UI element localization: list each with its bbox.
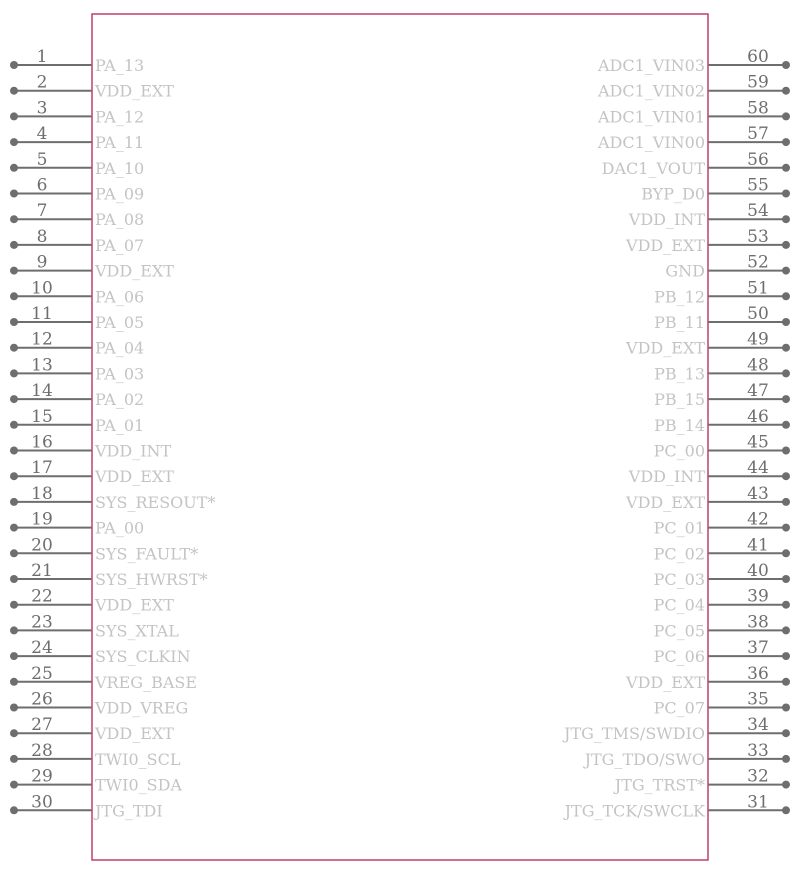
pin-60: [597, 47, 790, 75]
pin-terminal-dot: [782, 241, 790, 249]
pin-name: VDD_EXT: [95, 81, 174, 101]
pin-terminal-dot: [10, 215, 18, 223]
pin-number: 3: [36, 98, 48, 119]
pin-terminal-dot: [782, 678, 790, 686]
pin-terminal-dot: [10, 678, 18, 686]
pin-20: [10, 535, 198, 563]
pin-name: ADC1_VIN01: [597, 107, 705, 127]
pin-16: [10, 433, 172, 461]
pin-name: VREG_BASE: [95, 672, 198, 692]
pin-terminal-dot: [10, 395, 18, 403]
pin-number: 25: [31, 663, 53, 684]
pin-number: 35: [747, 689, 769, 710]
pin-name: ADC1_VIN03: [597, 56, 705, 75]
pin-name: VDD_INT: [628, 467, 705, 487]
pin-terminal-dot: [10, 292, 18, 300]
pin-terminal-dot: [782, 729, 790, 737]
pin-41: [654, 535, 790, 563]
pin-name: PB_14: [654, 415, 705, 435]
pin-terminal-dot: [782, 806, 790, 814]
pin-51: [654, 278, 790, 306]
pin-terminal-dot: [782, 138, 790, 146]
pin-name: ADC1_VIN00: [597, 133, 705, 153]
pin-number: 41: [747, 535, 769, 556]
pin-44: [628, 458, 790, 486]
pin-name: SYS_FAULT*: [95, 544, 199, 564]
pin-38: [654, 612, 790, 640]
pin-terminal-dot: [10, 652, 18, 660]
pin-terminal-dot: [10, 241, 18, 249]
pin-terminal-dot: [782, 549, 790, 557]
pin-name: PC_00: [653, 441, 705, 461]
pin-number: 12: [31, 329, 53, 350]
pin-54: [628, 201, 790, 229]
pin-number: 33: [747, 740, 769, 761]
pin-name: VDD_EXT: [626, 672, 705, 692]
pin-number: 40: [747, 561, 769, 581]
pin-terminal-dot: [782, 704, 790, 712]
pin-name: SYS_CLKIN: [95, 647, 191, 667]
pin-number: 29: [31, 766, 53, 787]
pin-number: 52: [747, 252, 769, 273]
pin-number: 51: [747, 278, 769, 299]
pin-34: [562, 715, 790, 743]
pin-number: 44: [747, 458, 769, 479]
pin-number: 57: [747, 124, 769, 145]
pin-number: 39: [747, 586, 769, 607]
pin-number: 55: [747, 175, 769, 196]
pin-28: [10, 741, 181, 769]
pin-57: [597, 124, 790, 152]
pin-number: 8: [36, 226, 48, 247]
pin-number: 20: [31, 535, 53, 556]
pin-name: JTG_TDO/SWO: [584, 749, 705, 769]
pin-number: 2: [36, 72, 48, 93]
pin-number: 49: [747, 329, 769, 350]
pin-terminal-dot: [10, 806, 18, 814]
pin-26: [10, 690, 188, 718]
left-pin-group: [10, 47, 215, 820]
pin-number: 11: [31, 304, 53, 324]
pin-terminal-dot: [782, 267, 790, 275]
pin-name: TWI0_SCL: [95, 749, 181, 769]
pin-number: 31: [747, 792, 769, 813]
pin-terminal-dot: [782, 369, 790, 377]
pin-name: ADC1_VIN02: [597, 81, 705, 101]
pin-number: 54: [747, 201, 769, 222]
pin-number: 13: [31, 355, 53, 376]
pin-6: [10, 176, 144, 204]
pin-number: 47: [747, 381, 769, 402]
pin-number: 34: [747, 715, 769, 736]
pin-terminal-dot: [782, 61, 790, 69]
pin-terminal-dot: [10, 267, 18, 275]
pin-name: VDD_INT: [628, 210, 705, 230]
pin-name: PA_10: [95, 158, 145, 178]
pin-name: GND: [665, 261, 705, 281]
pin-name: JTG_TMS/SWDIO: [564, 724, 705, 744]
pin-number: 23: [31, 612, 53, 633]
pin-number: 42: [747, 509, 769, 530]
pin-number: 1: [36, 47, 48, 67]
pin-terminal-dot: [10, 524, 18, 532]
pin-35: [654, 690, 790, 718]
pin-number: 50: [747, 304, 769, 324]
pin-terminal-dot: [10, 61, 18, 69]
pin-name: PA_11: [95, 133, 145, 153]
pin-30: [10, 792, 163, 820]
pin-terminal-dot: [10, 138, 18, 146]
pin-number: 21: [31, 561, 53, 581]
pin-8: [10, 227, 144, 255]
pin-name: VDD_VREG: [95, 698, 189, 718]
pin-45: [654, 433, 790, 461]
pin-name: JTG_TRST*: [614, 775, 705, 795]
pin-terminal-dot: [782, 318, 790, 326]
pin-terminal-dot: [782, 472, 790, 480]
pin-number: 27: [31, 715, 53, 736]
pin-terminal-dot: [10, 755, 18, 763]
pin-number: 15: [31, 406, 53, 427]
pin-number: 53: [747, 226, 769, 247]
pin-terminal-dot: [10, 112, 18, 120]
pin-number: 46: [747, 406, 769, 427]
pin-terminal-dot: [782, 755, 790, 763]
pin-terminal-dot: [10, 549, 18, 557]
pin-number: 24: [31, 638, 53, 659]
pin-name: DAC1_VOUT: [601, 158, 705, 178]
pin-number: 28: [31, 740, 53, 761]
pin-name: PA_00: [95, 518, 145, 538]
pin-29: [10, 767, 182, 795]
pin-name: VDD_EXT: [626, 338, 705, 358]
pin-name: PA_03: [95, 364, 145, 384]
pin-21: [10, 561, 208, 589]
pin-number: 38: [747, 612, 769, 633]
pin-52: [665, 253, 790, 281]
pin-50: [654, 304, 790, 332]
pin-4: [10, 124, 144, 152]
pin-name: JTG_TCK/SWCLK: [564, 801, 705, 821]
pin-number: 48: [747, 355, 769, 376]
pin-18: [10, 484, 215, 512]
pin-number: 58: [747, 98, 769, 119]
pin-name: PB_15: [654, 390, 705, 410]
pin-name: VDD_EXT: [626, 235, 705, 255]
pin-name: PC_05: [653, 621, 705, 641]
pin-name: PC_01: [653, 518, 705, 538]
pin-terminal-dot: [782, 87, 790, 95]
pin-terminal-dot: [782, 626, 790, 634]
pin-terminal-dot: [782, 601, 790, 609]
pin-terminal-dot: [10, 498, 18, 506]
pin-number: 16: [31, 432, 53, 453]
pin-terminal-dot: [10, 472, 18, 480]
pin-number: 36: [747, 663, 769, 684]
pin-terminal-dot: [10, 190, 18, 198]
pin-31: [563, 792, 790, 820]
pin-number: 22: [31, 586, 53, 607]
pin-58: [597, 98, 790, 126]
pin-59: [597, 73, 790, 101]
pin-number: 26: [31, 689, 53, 710]
pin-33: [583, 741, 790, 769]
pin-terminal-dot: [10, 421, 18, 429]
pin-name: PA_02: [95, 390, 145, 410]
pin-number: 10: [31, 278, 53, 299]
pin-10: [10, 278, 144, 306]
pin-number: 17: [31, 458, 53, 479]
pin-terminal-dot: [10, 781, 18, 789]
pin-terminal-dot: [782, 112, 790, 120]
pin-39: [654, 587, 790, 615]
pin-terminal-dot: [10, 729, 18, 737]
pin-name: VDD_EXT: [95, 467, 174, 487]
pin-name: VDD_EXT: [626, 492, 705, 512]
pin-terminal-dot: [10, 447, 18, 455]
pin-terminal-dot: [782, 524, 790, 532]
pin-terminal-dot: [782, 292, 790, 300]
pin-number: 37: [747, 638, 769, 659]
pin-11: [10, 304, 144, 332]
pin-name: BYP_D0: [641, 184, 705, 204]
pin-name: PA_06: [95, 287, 145, 307]
pin-name: PC_03: [653, 570, 705, 589]
pin-terminal-dot: [10, 344, 18, 352]
pin-number: 56: [747, 149, 769, 170]
pin-13: [10, 355, 144, 383]
pin-name: SYS_RESOUT*: [95, 492, 216, 512]
pin-name: VDD_EXT: [95, 261, 174, 281]
pin-name: TWI0_SDA: [95, 775, 182, 795]
pin-name: PA_08: [95, 210, 145, 230]
pin-number: 4: [36, 124, 48, 145]
pin-terminal-dot: [782, 215, 790, 223]
pin-terminal-dot: [782, 190, 790, 198]
pin-name: PA_01: [95, 415, 145, 435]
pin-56: [602, 150, 790, 178]
pin-name: PB_12: [654, 287, 705, 307]
pin-name: PA_13: [95, 56, 145, 75]
pin-terminal-dot: [10, 164, 18, 172]
pin-47: [654, 381, 790, 409]
pin-name: PA_07: [95, 235, 145, 255]
pin-terminal-dot: [782, 498, 790, 506]
pin-terminal-dot: [10, 87, 18, 95]
pin-name: PC_04: [653, 595, 705, 615]
pin-number: 45: [747, 432, 769, 453]
pin-number: 32: [747, 766, 769, 787]
pin-19: [10, 510, 144, 538]
pin-number: 7: [36, 201, 48, 222]
pin-terminal-dot: [10, 601, 18, 609]
pin-number: 5: [36, 149, 48, 170]
pin-number: 30: [31, 792, 53, 813]
pin-number: 19: [31, 509, 53, 530]
pin-name: SYS_XTAL: [95, 621, 179, 641]
pin-name: PA_05: [95, 313, 145, 332]
pin-name: PA_04: [95, 338, 145, 358]
pin-5: [10, 150, 144, 178]
pin-32: [613, 767, 790, 795]
pin-number: 6: [36, 175, 48, 196]
pin-3: [10, 98, 144, 126]
pin-name: PA_09: [95, 184, 145, 204]
pin-23: [10, 612, 179, 640]
pin-terminal-dot: [782, 395, 790, 403]
pin-46: [654, 407, 790, 435]
pin-name: PC_02: [653, 544, 705, 564]
pin-name: VDD_EXT: [95, 724, 174, 744]
pin-terminal-dot: [782, 781, 790, 789]
pin-number: 60: [747, 47, 769, 67]
pin-number: 14: [31, 381, 53, 402]
pin-terminal-dot: [10, 704, 18, 712]
pin-name: SYS_HWRST*: [95, 570, 208, 589]
pin-name: PB_11: [654, 313, 705, 332]
pin-number: 43: [747, 483, 769, 504]
pin-14: [10, 381, 144, 409]
pin-terminal-dot: [782, 344, 790, 352]
pin-name: PC_07: [653, 698, 705, 718]
pin-1: [10, 47, 144, 75]
pin-name: VDD_EXT: [95, 595, 174, 615]
pin-number: 59: [747, 72, 769, 93]
pin-48: [654, 355, 790, 383]
pin-number: 18: [31, 483, 53, 504]
pin-name: PA_12: [95, 107, 145, 127]
pin-24: [10, 638, 191, 666]
pin-name: PC_06: [653, 647, 705, 667]
pin-terminal-dot: [782, 421, 790, 429]
pin-terminal-dot: [10, 626, 18, 634]
pin-40: [654, 561, 790, 589]
pin-terminal-dot: [782, 652, 790, 660]
pin-terminal-dot: [10, 369, 18, 377]
right-pin-group: [562, 47, 790, 820]
pin-15: [10, 407, 144, 435]
pin-12: [10, 330, 144, 358]
pin-37: [654, 638, 790, 666]
pin-terminal-dot: [782, 575, 790, 583]
pin-name: PB_13: [654, 364, 705, 384]
pin-terminal-dot: [10, 318, 18, 326]
pin-name: JTG_TDI: [95, 801, 163, 821]
pin-terminal-dot: [10, 575, 18, 583]
pin-name: VDD_INT: [95, 441, 172, 461]
pin-number: 9: [36, 252, 48, 273]
pin-terminal-dot: [782, 164, 790, 172]
pin-terminal-dot: [782, 447, 790, 455]
pin-55: [641, 176, 790, 204]
pin-42: [654, 510, 790, 538]
pin-25: [10, 664, 197, 692]
pin-7: [10, 201, 144, 229]
